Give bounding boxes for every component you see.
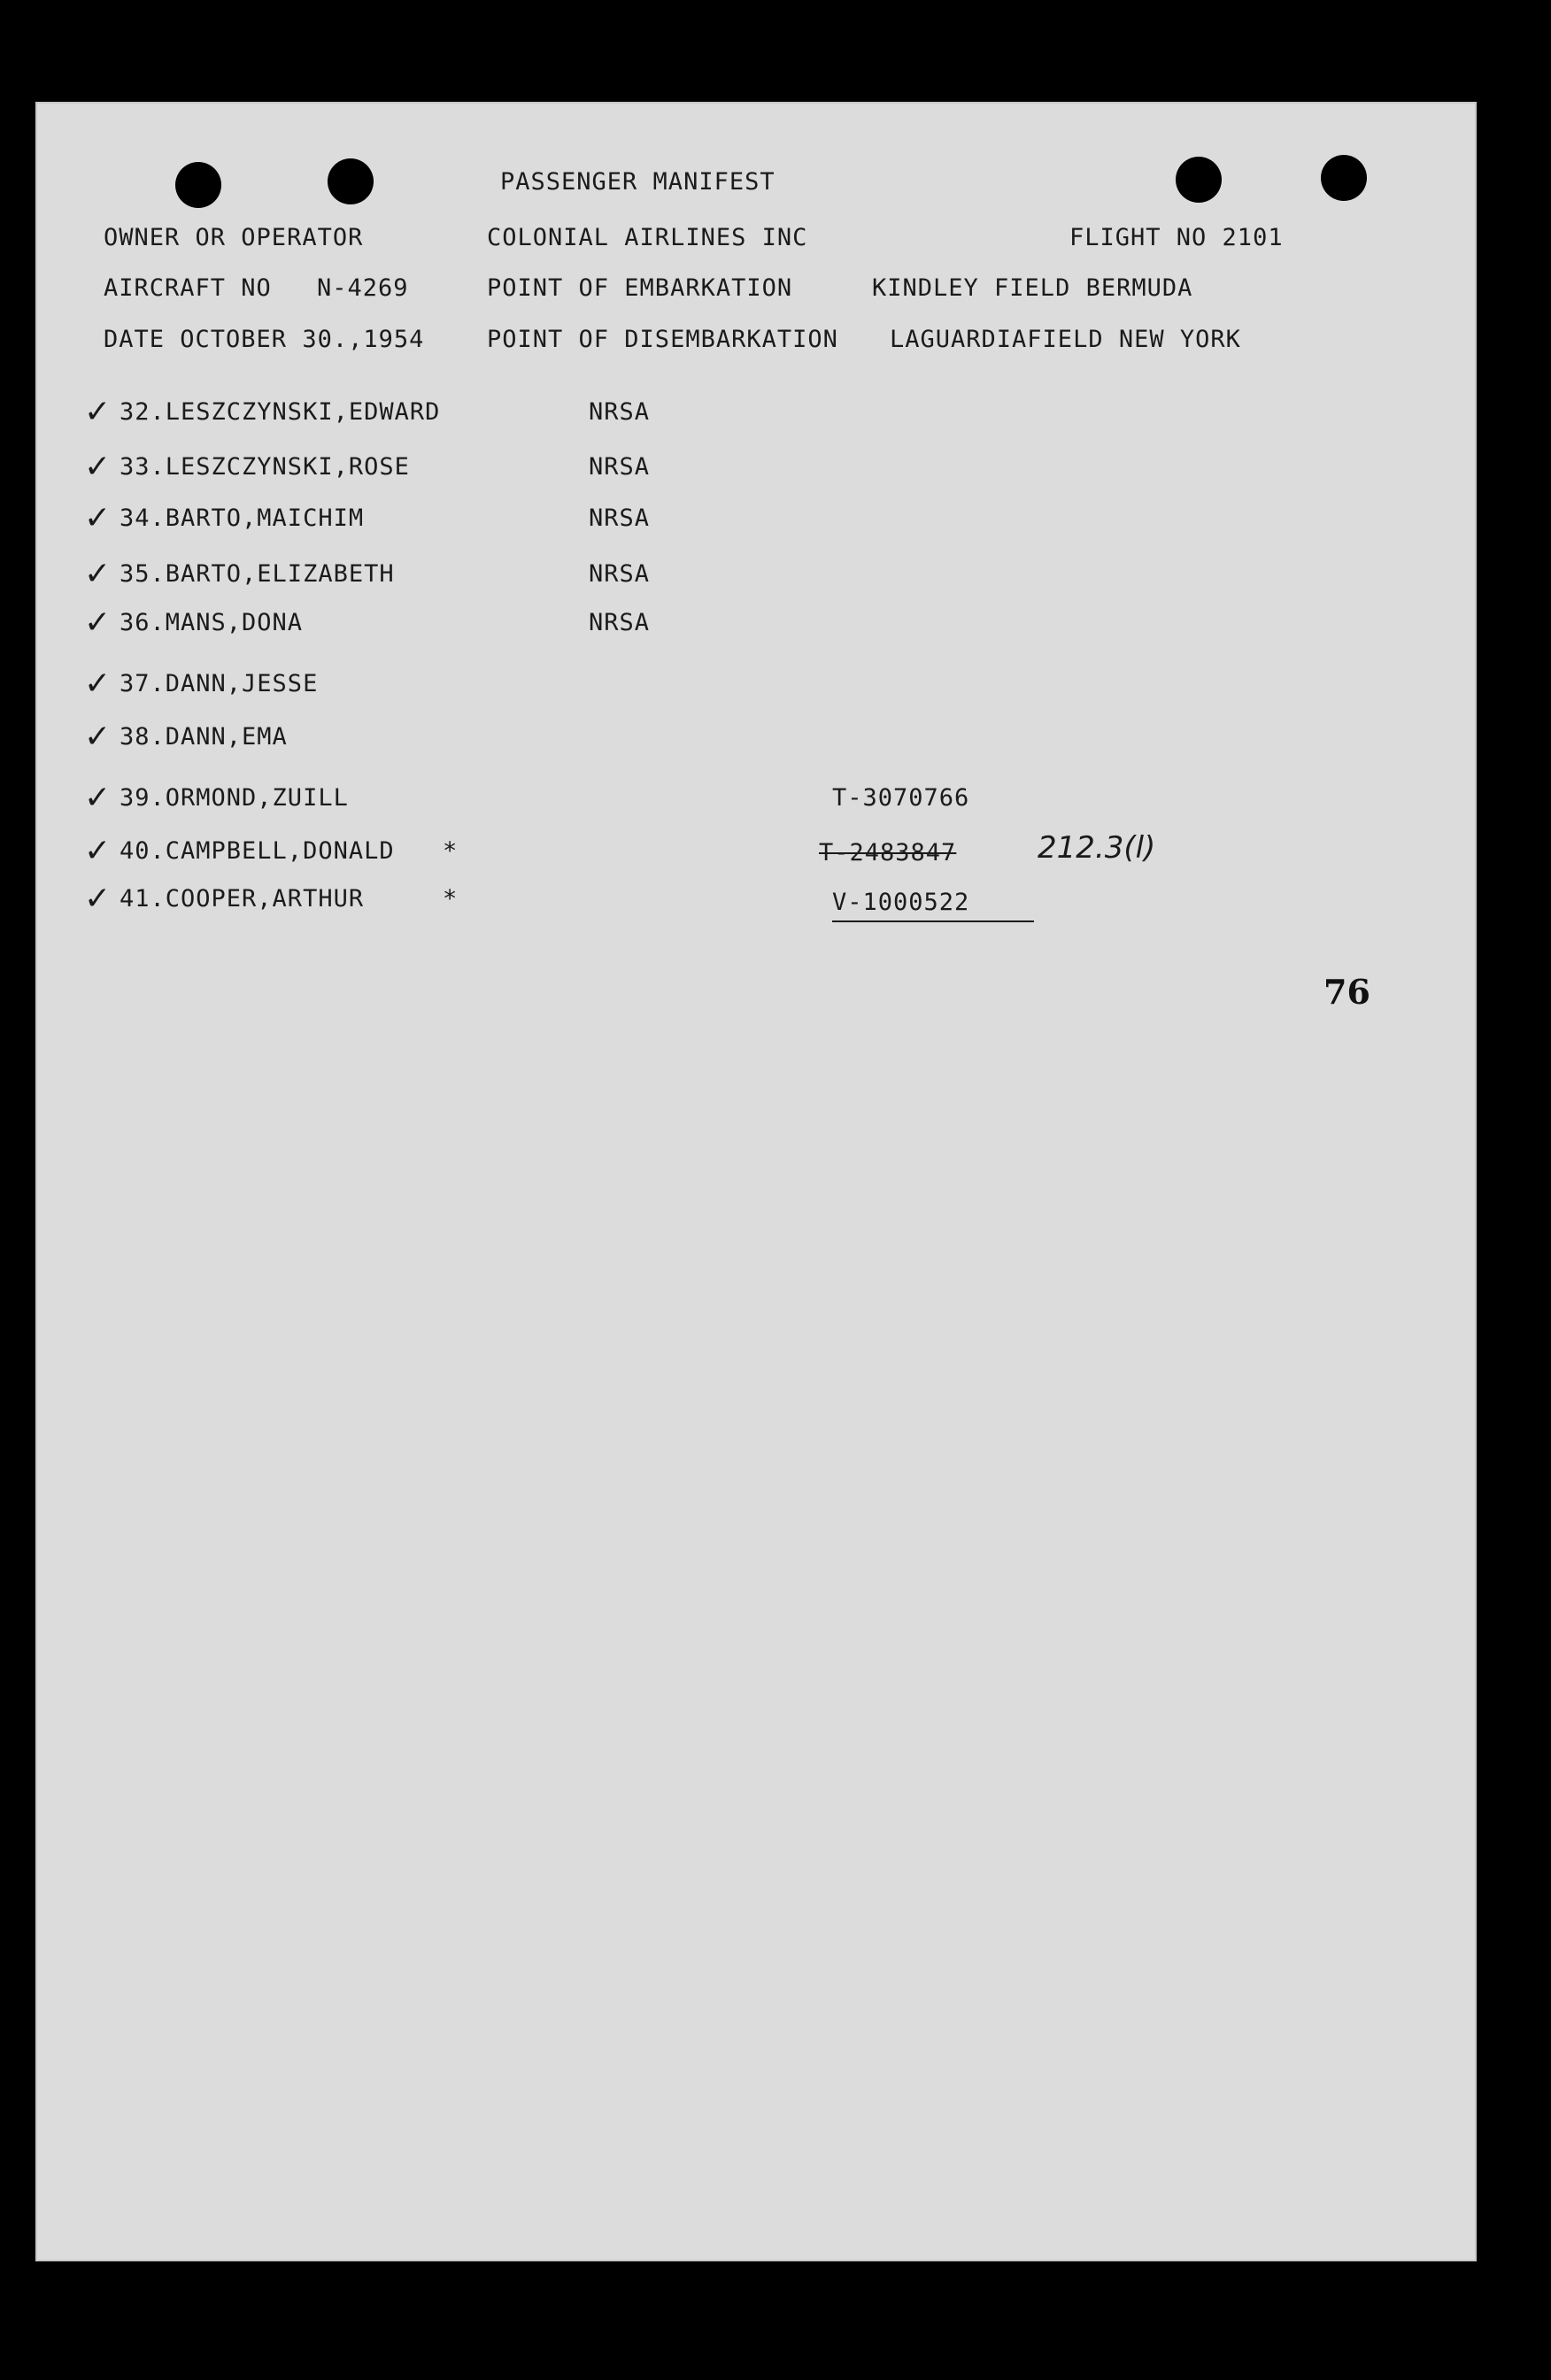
document-title: PASSENGER MANIFEST — [500, 168, 776, 196]
check-mark: ✓ — [84, 449, 112, 485]
passenger-status: NRSA — [589, 560, 651, 588]
disembarkation-label: POINT OF DISEMBARKATION — [487, 326, 838, 353]
flight-number: FLIGHT NO 2101 — [1069, 224, 1284, 251]
passenger-entry: 37.DANN,JESSE — [120, 670, 319, 697]
passenger-status: NRSA — [589, 398, 651, 426]
document-number: T-3070766 — [832, 784, 970, 812]
manifest-page — [35, 102, 1477, 2261]
check-mark: ✓ — [84, 780, 112, 816]
passenger-entry: 32.LESZCZYNSKI,EDWARD — [120, 398, 441, 426]
punch-hole — [328, 158, 374, 204]
aircraft-value: N-4269 — [317, 274, 409, 302]
passenger-entry: 34.BARTO,MAICHIM — [120, 504, 365, 532]
punch-hole — [175, 162, 221, 208]
embarkation-label: POINT OF EMBARKATION — [487, 274, 793, 302]
check-mark: ✓ — [84, 605, 112, 641]
passenger-status: NRSA — [589, 453, 651, 481]
aircraft-label: AIRCRAFT NO — [104, 274, 272, 302]
document-number: V-1000522 — [832, 889, 970, 916]
asterisk: * — [443, 885, 459, 913]
passenger-entry: 35.BARTO,ELIZABETH — [120, 560, 395, 588]
passenger-status: NRSA — [589, 609, 651, 636]
disembarkation-value: LAGUARDIAFIELD NEW YORK — [890, 326, 1241, 353]
check-mark: ✓ — [84, 500, 112, 536]
embarkation-value: KINDLEY FIELD BERMUDA — [872, 274, 1193, 302]
passenger-entry: 38.DANN,EMA — [120, 723, 288, 751]
check-mark: ✓ — [84, 833, 112, 869]
handwritten-note: 212.3(l) — [1038, 830, 1156, 866]
check-mark: ✓ — [84, 394, 112, 430]
manifest-date: DATE OCTOBER 30.,1954 — [104, 326, 425, 353]
passenger-status: NRSA — [589, 504, 651, 532]
punch-hole — [1176, 157, 1222, 203]
passenger-entry: 39.ORMOND,ZUILL — [120, 784, 349, 812]
check-mark: ✓ — [84, 556, 112, 592]
passenger-entry: 41.COOPER,ARTHUR — [120, 885, 365, 913]
check-mark: ✓ — [84, 719, 112, 755]
passenger-entry: 33.LESZCZYNSKI,ROSE — [120, 453, 410, 481]
punch-hole — [1321, 155, 1367, 201]
page-number: 76 — [1323, 972, 1370, 1012]
check-mark: ✓ — [84, 881, 112, 917]
owner-value: COLONIAL AIRLINES INC — [487, 224, 808, 251]
owner-label: OWNER OR OPERATOR — [104, 224, 364, 251]
asterisk: * — [443, 837, 459, 865]
passenger-entry: 36.MANS,DONA — [120, 609, 304, 636]
check-mark: ✓ — [84, 666, 112, 702]
passenger-entry: 40.CAMPBELL,DONALD — [120, 837, 395, 865]
underline — [832, 920, 1034, 922]
document-number-struck: T-2483847 — [819, 839, 957, 867]
